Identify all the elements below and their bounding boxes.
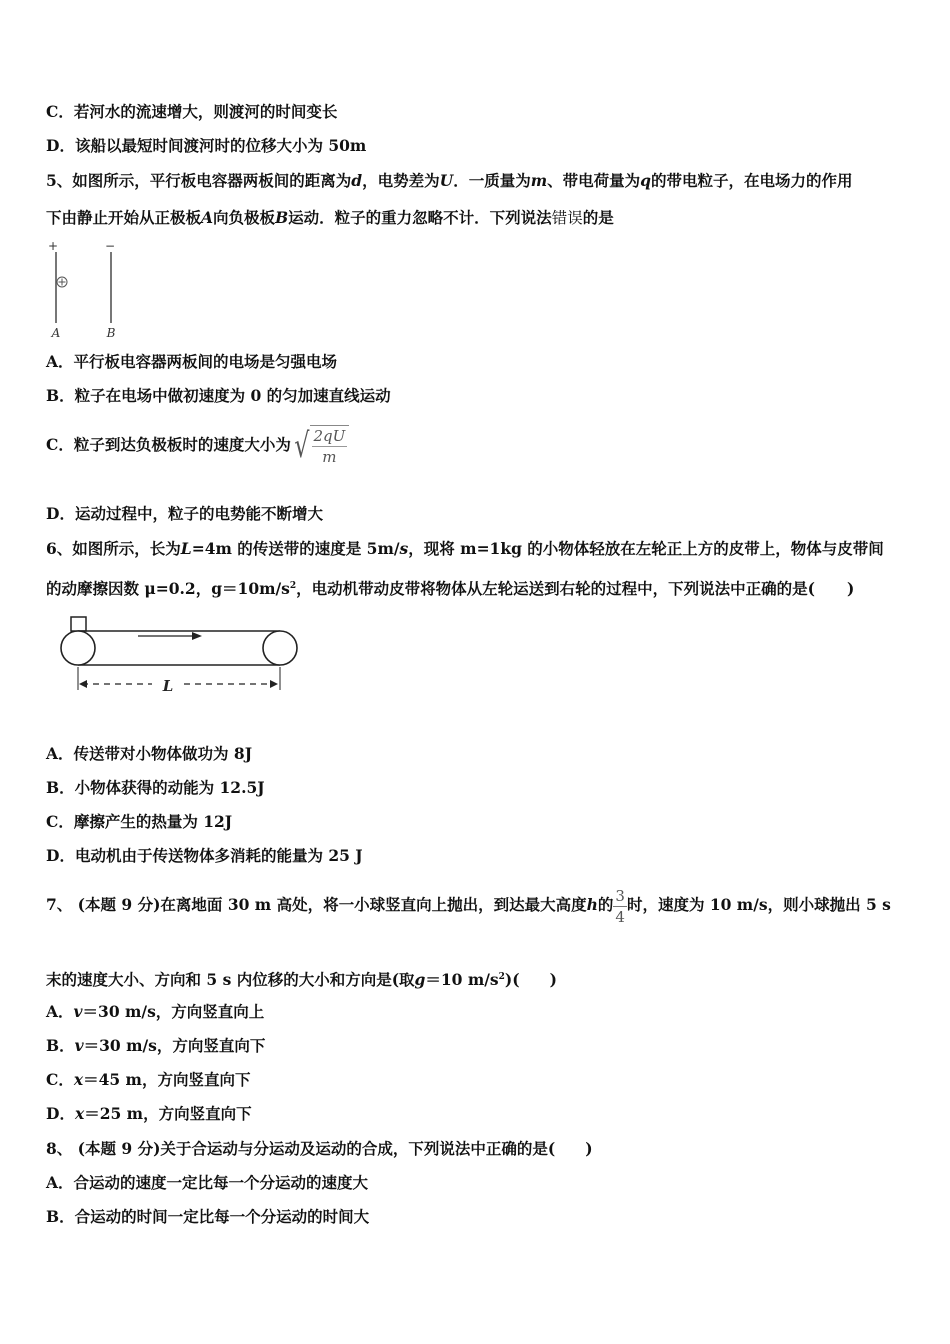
conveyor-belt-figure (56, 612, 306, 696)
q6-option-d: D．电动机由于传送物体多消耗的能量为 25 J (46, 846, 363, 865)
q4-option-d: D．该船以最短时间渡河时的位移大小为 50m (46, 136, 367, 155)
q6-option-c: C．摩擦产生的热量为 12J (46, 812, 233, 831)
left-wheel (61, 631, 95, 665)
q5-stem-line2: 下由静止开始从正极板A向负极板B运动．粒子的重力忽略不计．下列说法错误的是 (46, 208, 614, 227)
q4-option-c: C．若河水的流速增大，则渡河的时间变长 (46, 102, 338, 121)
q5-option-a: A．平行板电容器两板间的电场是匀强电场 (46, 352, 338, 371)
plate-a-label: A (51, 326, 61, 340)
velocity-arrow-head (192, 632, 202, 640)
fraction-three-quarters: $\frac{3}{4}$ (615, 886, 625, 926)
q8-stem: 8、 (本题 9 分)关于合运动与分运动及运动的合成，下列说法中正确的是( ) (46, 1139, 593, 1158)
sqrt-expression: √ $\frac{2qU}{m}$ (291, 425, 349, 467)
capacitor-figure (44, 238, 134, 342)
q8-option-a: A．合运动的速度一定比每一个分运动的速度大 (46, 1173, 369, 1192)
q7-stem-line2: 末的速度大小、方向和 5 s 内位移的大小和方向是(取g＝10 $m/s^2$)( ) (46, 970, 557, 990)
small-block (71, 617, 86, 631)
q5-stem-line1: 5、如图所示，平行板电容器两板间的距离为d，电势差为U．一质量为m、带电荷量为q的带电粒子，在电场力的作用 (46, 171, 853, 190)
q7-option-c: C．x＝45 m，方向竖直向下 (46, 1070, 251, 1089)
q5-option-d: D．运动过程中，粒子的电势能不断增大 (46, 504, 323, 523)
q5-option-c: C．粒子到达负极板时的速度大小为 √ $\frac{2qU}{m}$ (46, 422, 349, 468)
q7-option-b: B．v＝30 m/s，方向竖直向下 (46, 1036, 266, 1055)
q7-option-d: D．x＝25 m，方向竖直向下 (46, 1104, 252, 1123)
q6-stem-line2: 的动摩擦因数 μ=0.2，$g=10m/s^2$，电动机带动皮带将物体从左轮运送到右轮的过程中，下列说法中正确的是( ) (46, 579, 855, 599)
q6-stem-line1: 6、如图所示，长为L=4m 的传送带的速度是 5m/s，现将 m=1kg 的小物体轻放在左轮正上方的皮带上，物体与皮带间 (46, 539, 884, 558)
q7-option-a: A．v＝30 m/s，方向竖直向上 (46, 1002, 265, 1021)
plus-sign: + (47, 239, 59, 253)
right-wheel (263, 631, 297, 665)
q5-option-b: B．粒子在电场中做初速度为 0 的匀加速直线运动 (46, 386, 391, 405)
q6-option-a: A．传送带对小物体做功为 8J (46, 744, 253, 763)
q8-option-b: B．合运动的时间一定比每一个分运动的时间大 (46, 1207, 370, 1226)
minus-sign: − (104, 239, 116, 253)
length-label: L (162, 677, 174, 695)
q6-option-b: B．小物体获得的动能为 12.5J (46, 778, 265, 797)
q7-stem-line1: 7、 (本题 9 分)在离地面 30 m 高处，将一小球竖直向上抛出，到达最大高度h的 $\frac{3}{4}$ 时，速度为 10 m/s，则小球抛出 5 s (46, 886, 891, 926)
plate-b-label: B (106, 326, 116, 340)
